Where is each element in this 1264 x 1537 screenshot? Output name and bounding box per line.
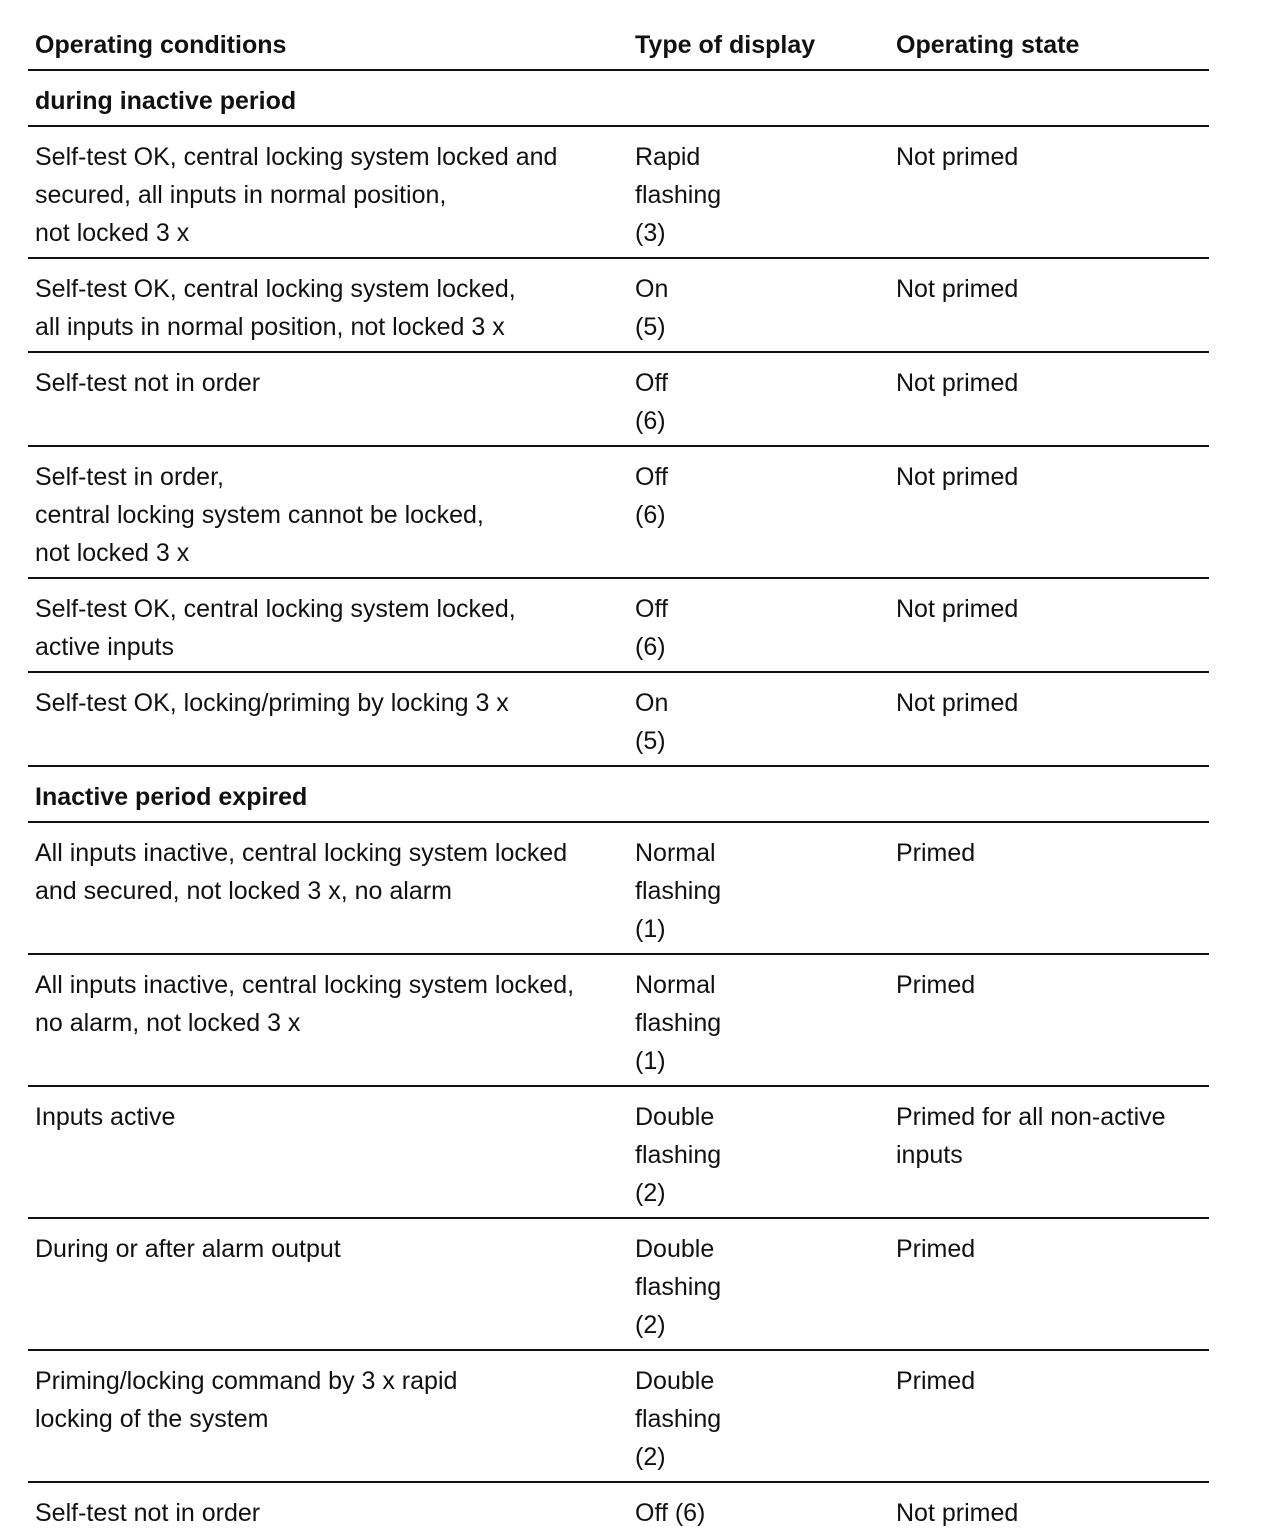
condition-cell: All inputs inactive, central locking system locked, no alarm, not locked 3 x: [28, 954, 628, 1086]
state-cell: Not primed: [889, 258, 1209, 352]
display-cell: Double flashing (2): [628, 1350, 889, 1482]
table-row: [28, 446, 1209, 578]
condition-cell: Self-test in order, central locking system cannot be locked, not locked 3 x: [28, 446, 628, 578]
operating-conditions-table: [28, 22, 1209, 1537]
table-body: [28, 70, 1209, 1537]
table-row: [28, 1086, 1209, 1218]
operating-conditions-table-container: [28, 22, 1209, 1537]
state-cell: Not primed: [889, 672, 1209, 766]
condition-cell: All inputs inactive, central locking system locked and secured, not locked 3 x, no alarm: [28, 822, 628, 954]
condition-cell: Priming/locking command by 3 x rapid locking of the system: [28, 1350, 628, 1482]
header-row: [28, 22, 1209, 70]
state-cell: Primed: [889, 1350, 1209, 1482]
display-cell: On (5): [628, 672, 889, 766]
header-operating-state: Operating state: [889, 22, 1209, 70]
display-cell: Rapid flashing (3): [628, 126, 889, 258]
table-row: [28, 352, 1209, 446]
section-row: [28, 70, 1209, 126]
display-cell: Normal flashing (1): [628, 822, 889, 954]
state-cell: Not primed: [889, 446, 1209, 578]
display-cell: Off (6): [628, 578, 889, 672]
display-cell: On (5): [628, 258, 889, 352]
display-cell: Off (6): [628, 352, 889, 446]
condition-cell: Self-test OK, central locking system locked, active inputs: [28, 578, 628, 672]
condition-cell: Self-test OK, locking/priming by locking 3 x: [28, 672, 628, 766]
state-cell: Primed: [889, 822, 1209, 954]
section-row: [28, 766, 1209, 822]
table-row: [28, 1482, 1209, 1537]
condition-cell: Self-test not in order: [35, 1499, 261, 1527]
display-cell: Normal flashing (1): [628, 954, 889, 1086]
table-row: [28, 126, 1209, 258]
table-row: [28, 954, 1209, 1086]
table-row: [28, 1218, 1209, 1350]
display-cell: Off (6): [635, 1499, 706, 1527]
state-cell: Not primed: [889, 126, 1209, 258]
table-row: [28, 1350, 1209, 1482]
display-cell: Double flashing (2): [628, 1218, 889, 1350]
header-operating-conditions: Operating conditions: [28, 22, 628, 70]
state-cell: Primed for all non-active inputs: [889, 1086, 1209, 1218]
state-cell: Primed: [889, 1218, 1209, 1350]
table-row: [28, 578, 1209, 672]
table-row: [28, 258, 1209, 352]
state-cell: Not primed: [896, 1499, 1019, 1527]
display-cell: Double flashing (2): [628, 1086, 889, 1218]
section-title: Inactive period expired: [28, 766, 1209, 822]
state-cell: Not primed: [889, 578, 1209, 672]
table-row: [28, 822, 1209, 954]
state-cell: Primed: [889, 954, 1209, 1086]
section-title: during inactive period: [28, 70, 1209, 126]
condition-cell: Self-test not in order: [28, 352, 628, 446]
header-type-of-display: Type of display: [628, 22, 889, 70]
condition-cell: Inputs active: [28, 1086, 628, 1218]
condition-cell: During or after alarm output: [28, 1218, 628, 1350]
table-header: [28, 22, 1209, 70]
state-cell: Not primed: [889, 352, 1209, 446]
display-cell: Off (6): [628, 446, 889, 578]
condition-cell: Self-test OK, central locking system locked and secured, all inputs in normal position, not locked 3 x: [28, 126, 628, 258]
table-row: [28, 672, 1209, 766]
condition-cell: Self-test OK, central locking system locked, all inputs in normal position, not locked 3 x: [28, 258, 628, 352]
